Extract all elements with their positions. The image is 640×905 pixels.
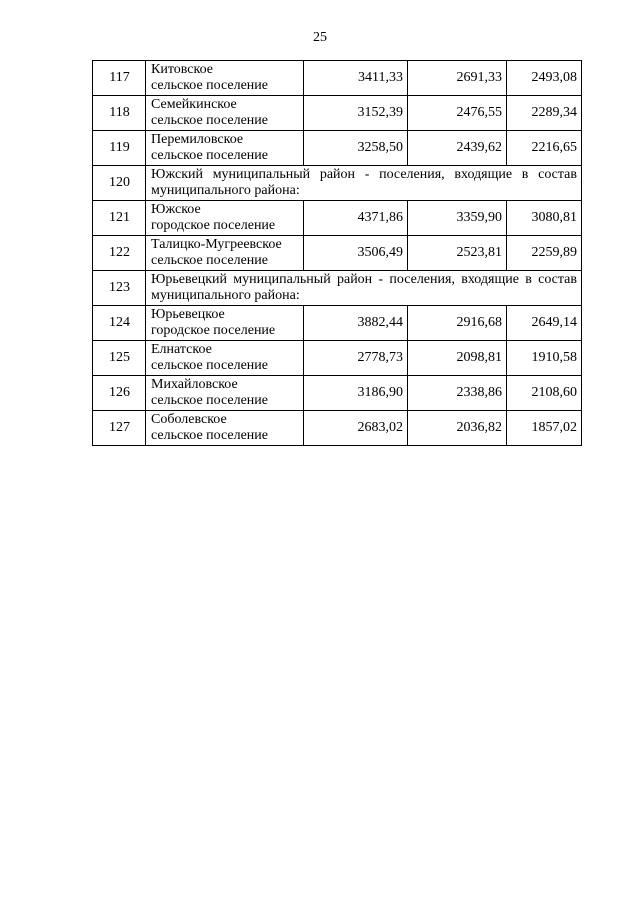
settlement-name-line2: городское поселение <box>151 323 276 338</box>
value-cell-2: 2476,55 <box>408 96 507 131</box>
settlement-name-line1: Юрьевецкое <box>151 307 225 322</box>
value-cell-1: 3186,90 <box>304 376 408 411</box>
value-cell-2: 2036,82 <box>408 411 507 446</box>
settlement-name <box>146 306 304 341</box>
value-cell-1: 4371,86 <box>304 201 408 236</box>
page-number: 25 <box>313 30 327 45</box>
value-cell-3: 1857,02 <box>507 411 582 446</box>
settlement-name-line1: Китовское <box>151 62 213 77</box>
value-cell-3: 2108,60 <box>507 376 582 411</box>
table-row <box>93 96 582 131</box>
value-cell-2: 3359,90 <box>408 201 507 236</box>
settlement-name-line2: городское поселение <box>151 218 276 233</box>
row-number: 119 <box>93 131 146 166</box>
value-cell-1: 3411,33 <box>304 61 408 96</box>
row-number: 126 <box>93 376 146 411</box>
settlement-name <box>146 131 304 166</box>
value-cell-3: 2289,34 <box>507 96 582 131</box>
settlement-name-line1: Елнатское <box>151 342 212 357</box>
settlement-name <box>146 61 304 96</box>
district-heading: Южский муниципальный район - поселения, входящие в состав муниципального района: <box>146 166 582 201</box>
settlement-name <box>146 376 304 411</box>
table-row-district <box>93 166 582 201</box>
row-number: 121 <box>93 201 146 236</box>
settlement-name-line1: Южское <box>151 202 201 217</box>
value-cell-1: 2778,73 <box>304 341 408 376</box>
value-cell-3: 2216,65 <box>507 131 582 166</box>
settlement-name <box>146 341 304 376</box>
settlement-name-line2: сельское поселение <box>151 393 268 408</box>
table-row <box>93 236 582 271</box>
value-cell-2: 2439,62 <box>408 131 507 166</box>
table-row <box>93 306 582 341</box>
settlement-name-line2: сельское поселение <box>151 78 268 93</box>
row-number: 122 <box>93 236 146 271</box>
value-cell-1: 2683,02 <box>304 411 408 446</box>
row-number: 120 <box>93 166 146 201</box>
table-row <box>93 341 582 376</box>
value-cell-3: 2649,14 <box>507 306 582 341</box>
settlement-name <box>146 96 304 131</box>
value-cell-2: 2523,81 <box>408 236 507 271</box>
settlement-name-line2: сельское поселение <box>151 113 268 128</box>
settlements-table <box>92 60 582 446</box>
value-cell-1: 3882,44 <box>304 306 408 341</box>
settlement-name-line1: Талицко-Мугреевское <box>151 237 282 252</box>
value-cell-3: 2259,89 <box>507 236 582 271</box>
row-number: 125 <box>93 341 146 376</box>
value-cell-2: 2916,68 <box>408 306 507 341</box>
settlement-name <box>146 411 304 446</box>
settlement-name-line2: сельское поселение <box>151 148 268 163</box>
settlement-name-line1: Семейкинское <box>151 97 237 112</box>
value-cell-3: 3080,81 <box>507 201 582 236</box>
table-row <box>93 131 582 166</box>
value-cell-2: 2338,86 <box>408 376 507 411</box>
table-row <box>93 61 582 96</box>
district-heading: Юрьевецкий муниципальный район - поселения, входящие в состав муниципального района: <box>146 271 582 306</box>
value-cell-2: 2098,81 <box>408 341 507 376</box>
settlement-name-line2: сельское поселение <box>151 428 268 443</box>
value-cell-1: 3152,39 <box>304 96 408 131</box>
value-cell-1: 3506,49 <box>304 236 408 271</box>
value-cell-3: 1910,58 <box>507 341 582 376</box>
table-row <box>93 411 582 446</box>
value-cell-1: 3258,50 <box>304 131 408 166</box>
row-number: 118 <box>93 96 146 131</box>
row-number: 127 <box>93 411 146 446</box>
row-number: 124 <box>93 306 146 341</box>
settlement-name-line2: сельское поселение <box>151 358 268 373</box>
settlement-name-line1: Михайловское <box>151 377 238 392</box>
table-row <box>93 201 582 236</box>
settlement-name <box>146 201 304 236</box>
settlement-name-line1: Соболевское <box>151 412 227 427</box>
table-row <box>93 376 582 411</box>
table-row-district <box>93 271 582 306</box>
row-number: 123 <box>93 271 146 306</box>
row-number: 117 <box>93 61 146 96</box>
settlement-name-line1: Перемиловское <box>151 132 244 147</box>
value-cell-3: 2493,08 <box>507 61 582 96</box>
settlement-name-line2: сельское поселение <box>151 253 268 268</box>
settlement-name <box>146 236 304 271</box>
value-cell-2: 2691,33 <box>408 61 507 96</box>
